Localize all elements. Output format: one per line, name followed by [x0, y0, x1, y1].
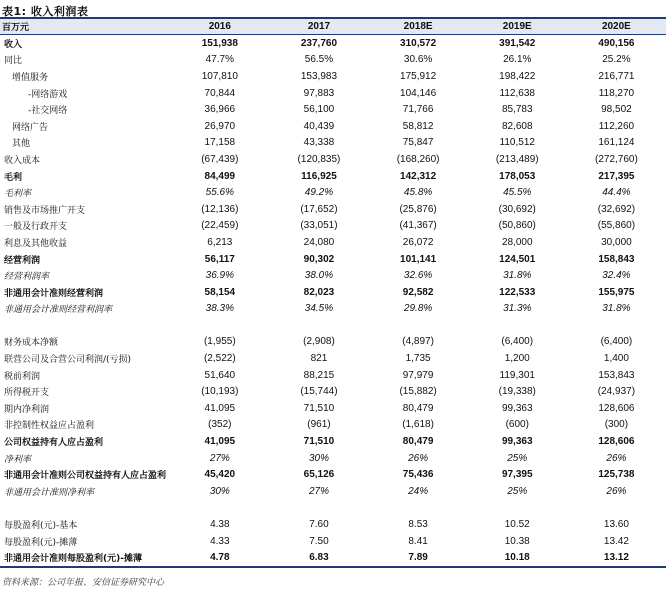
row-label: 经营利润 — [4, 255, 41, 266]
table-row — [0, 35, 666, 52]
table-row — [0, 417, 666, 434]
cell-value — [170, 317, 269, 334]
cell-value: 122,533 — [499, 286, 536, 298]
table-row — [0, 466, 666, 483]
row-label: 非通用会计准则公司权益持有人应占盈利 — [4, 471, 167, 482]
cell-value — [468, 500, 567, 517]
cell-value: 49.2% — [304, 187, 334, 199]
row-label — [0, 317, 170, 334]
table-row — [0, 52, 666, 69]
cell-value: (6,400) — [501, 336, 534, 348]
cell-value: 237,760 — [300, 37, 338, 49]
cell-value: 97,883 — [303, 87, 335, 99]
header-unit-label: 百万元 — [0, 18, 170, 35]
cell-value: 7.60 — [309, 519, 329, 531]
cell-value: 85,783 — [501, 104, 533, 116]
cell-value: (15,882) — [399, 386, 437, 398]
cell-value: (12,136) — [201, 203, 239, 215]
cell-value: 4.78 — [170, 549, 269, 567]
income-statement-table — [0, 17, 666, 568]
cell-value: 30% — [308, 452, 329, 464]
cell-value: 26% — [606, 452, 627, 464]
table-row — [0, 251, 666, 268]
row-label: 利息及其他收益 — [4, 238, 68, 249]
row-label: 净利率 — [4, 454, 32, 465]
cell-value: (4,897) — [402, 336, 434, 348]
cell-value: 104,146 — [400, 87, 437, 99]
table-row — [0, 500, 666, 517]
cell-value: (25,876) — [399, 203, 437, 215]
cell-value: 36,966 — [204, 104, 236, 116]
row-label: 一般及行政开支 — [4, 222, 68, 233]
cell-value: 75,436 — [402, 469, 434, 481]
cell-value: 118,270 — [598, 87, 635, 99]
table-row — [0, 284, 666, 301]
row-label: 非控制性权益应占盈利 — [4, 421, 95, 432]
cell-value: 31.8% — [602, 303, 631, 315]
cell-value: 27% — [209, 452, 230, 464]
cell-value: 125,738 — [598, 469, 635, 481]
cell-value: (1,618) — [402, 419, 434, 431]
cell-value: (352) — [208, 419, 232, 431]
cell-value: 4.38 — [210, 519, 230, 531]
cell-value: 4.33 — [210, 535, 230, 547]
cell-value: 82,023 — [303, 286, 335, 298]
cell-value: 25% — [507, 485, 528, 497]
cell-value: 26,072 — [402, 236, 434, 248]
source-note: 资料来源：公司年报、安信证券研究中心 — [2, 578, 165, 588]
row-label: 毛利 — [4, 172, 23, 183]
row-label: 其他 — [12, 139, 31, 150]
cell-value: (6,400) — [600, 336, 633, 348]
cell-value: 80,479 — [402, 436, 434, 448]
cell-value: 71,510 — [303, 436, 335, 448]
cell-value: 58,812 — [402, 120, 434, 132]
row-label: 每股盈利(元)-摊薄 — [4, 537, 78, 548]
cell-value: 13.42 — [603, 535, 629, 547]
cell-value: 34.5% — [304, 303, 334, 315]
row-label: 财务成本净额 — [4, 338, 59, 349]
cell-value: 45.5% — [503, 187, 532, 199]
table-row — [0, 201, 666, 218]
cell-value: 124,501 — [499, 253, 536, 265]
cell-value: (19,338) — [498, 386, 536, 398]
cell-value — [269, 317, 368, 334]
cell-value — [468, 317, 567, 334]
cell-value: 55.6% — [205, 187, 234, 199]
cell-value: 155,975 — [598, 286, 635, 298]
row-label: 税前利润 — [4, 371, 41, 382]
row-label: 销售及市场推广开支 — [4, 205, 86, 216]
row-label: 非通用会计准则经营利润率 — [4, 305, 113, 316]
table-row — [0, 549, 666, 567]
table-row — [0, 101, 666, 118]
row-label: 每股盈利(元)-基本 — [4, 521, 78, 532]
cell-value: (41,367) — [399, 220, 437, 232]
row-label: 毛利率 — [4, 189, 32, 200]
cell-value: 107,810 — [201, 70, 238, 82]
cell-value: 30.6% — [403, 54, 433, 66]
table-row — [0, 516, 666, 533]
cell-value: (67,439) — [201, 153, 239, 165]
table-header — [0, 18, 666, 35]
row-label: -网络游戏 — [28, 89, 68, 100]
cell-value: 97,395 — [501, 469, 533, 481]
cell-value: 119,301 — [499, 369, 535, 381]
cell-value: 178,053 — [499, 170, 536, 182]
cell-value: 198,422 — [499, 70, 536, 82]
table-row — [0, 234, 666, 251]
cell-value: 6,213 — [207, 236, 233, 248]
cell-value: 10.18 — [468, 549, 567, 567]
row-label: -社交网络 — [28, 106, 68, 117]
cell-value: 8.41 — [408, 535, 428, 547]
cell-value: 36.9% — [205, 270, 234, 282]
row-label: 同比 — [4, 56, 23, 67]
cell-value: (55,860) — [597, 220, 636, 232]
cell-value: 80,479 — [402, 402, 434, 414]
cell-value: 43,338 — [303, 137, 335, 149]
table-row — [0, 301, 666, 318]
table-row — [0, 334, 666, 351]
cell-value — [269, 500, 368, 517]
cell-value: (22,459) — [201, 220, 239, 232]
cell-value: 56,117 — [204, 253, 235, 265]
cell-value: (1,955) — [203, 336, 236, 348]
cell-value: 112,638 — [499, 87, 535, 99]
table-row — [0, 367, 666, 384]
cell-value: 217,395 — [598, 170, 635, 182]
table-row — [0, 317, 666, 334]
cell-value: 29.8% — [403, 303, 433, 315]
cell-value: 26.1% — [503, 54, 532, 66]
cell-value: 26% — [408, 452, 429, 464]
cell-value: 17,158 — [204, 137, 236, 149]
cell-value: 30,000 — [601, 236, 632, 248]
cell-value: 128,606 — [598, 436, 635, 448]
cell-value: 75,847 — [402, 137, 434, 149]
cell-value: 151,938 — [201, 37, 238, 49]
cell-value: 56.5% — [304, 54, 334, 66]
cell-value: 71,510 — [303, 402, 335, 414]
cell-value: 58,154 — [204, 286, 236, 298]
cell-value: 99,363 — [501, 436, 533, 448]
cell-value: 821 — [310, 353, 328, 365]
row-label: 公司权益持有人应占盈利 — [4, 438, 104, 449]
cell-value: 88,215 — [303, 369, 335, 381]
cell-value: 161,124 — [598, 137, 635, 149]
cell-value: 65,126 — [303, 469, 335, 481]
cell-value: 92,582 — [402, 286, 434, 298]
cell-value: 38.3% — [205, 303, 234, 315]
cell-value: (30,692) — [498, 203, 536, 215]
table-row — [0, 85, 666, 102]
cell-value: 24,080 — [303, 236, 335, 248]
table-body — [0, 35, 666, 568]
cell-value: 158,843 — [598, 253, 635, 265]
cell-value: 28,000 — [501, 236, 533, 248]
cell-value: (33,051) — [300, 220, 338, 232]
table-row — [0, 533, 666, 550]
cell-value: 153,843 — [598, 369, 635, 381]
table-row — [0, 218, 666, 235]
cell-value: (2,522) — [203, 353, 236, 365]
cell-value: 391,542 — [499, 37, 536, 49]
cell-value: (17,652) — [300, 203, 338, 215]
cell-value: (10,193) — [201, 386, 239, 398]
cell-value: 7.50 — [309, 535, 329, 547]
cell-value: 8.53 — [408, 519, 428, 531]
cell-value: 10.38 — [504, 535, 530, 547]
table-row — [0, 433, 666, 450]
cell-value: 25% — [507, 452, 528, 464]
cell-value: 175,912 — [400, 70, 437, 82]
cell-value: (15,744) — [300, 386, 338, 398]
cell-value: 110,512 — [499, 137, 535, 149]
row-label: 非通用会计准则净利率 — [4, 487, 95, 498]
cell-value: 112,260 — [598, 120, 635, 132]
cell-value: 98,502 — [601, 104, 632, 116]
cell-value — [170, 500, 269, 517]
cell-value: (168,260) — [396, 153, 440, 165]
table-row — [0, 184, 666, 201]
table-row — [0, 383, 666, 400]
cell-value: 32.4% — [602, 270, 631, 282]
header-year: 2017 — [269, 18, 368, 35]
cell-value: 1,400 — [603, 353, 629, 365]
cell-value: 10.52 — [504, 519, 530, 531]
cell-value: 128,606 — [598, 402, 635, 414]
cell-value: (213,489) — [495, 153, 539, 165]
cell-value: 1,735 — [405, 353, 431, 365]
table-row — [0, 267, 666, 284]
cell-value: 13.12 — [567, 549, 666, 567]
cell-value: 44.4% — [602, 187, 631, 199]
cell-value: 116,925 — [301, 170, 337, 182]
table-row — [0, 400, 666, 417]
cell-value: (32,692) — [597, 203, 636, 215]
cell-value: 45,420 — [204, 469, 236, 481]
cell-value: 70,844 — [204, 87, 236, 99]
cell-value: 31.8% — [503, 270, 532, 282]
table-row — [0, 151, 666, 168]
cell-value — [369, 500, 468, 517]
cell-value: 32.6% — [403, 270, 433, 282]
table-row — [0, 483, 666, 500]
table-row — [0, 118, 666, 135]
cell-value: 31.3% — [503, 303, 532, 315]
header-year: 2020E — [567, 18, 666, 35]
cell-value: (24,937) — [597, 386, 636, 398]
cell-value: 84,499 — [204, 170, 236, 182]
row-label: 网络广告 — [12, 122, 49, 133]
row-label: 所得税开支 — [4, 388, 50, 399]
table-row — [0, 68, 666, 85]
cell-value: 41,095 — [204, 402, 236, 414]
row-label — [0, 500, 170, 517]
row-label: 联营公司及合营公司利润/(亏损) — [4, 355, 132, 366]
cell-value: 40,439 — [303, 120, 335, 132]
row-label: 收入 — [4, 39, 23, 50]
cell-value: 27% — [308, 485, 329, 497]
cell-value: (2,908) — [303, 336, 335, 348]
row-label: 经营利润率 — [4, 272, 50, 283]
cell-value: 71,766 — [402, 104, 434, 116]
cell-value: 6.83 — [269, 549, 368, 567]
cell-value: (120,835) — [297, 153, 341, 165]
cell-value: 30% — [209, 485, 230, 497]
cell-value: 38.0% — [304, 270, 334, 282]
cell-value — [567, 317, 666, 334]
header-year: 2018E — [369, 18, 468, 35]
cell-value: 310,572 — [400, 37, 437, 49]
table-row — [0, 168, 666, 185]
cell-value: 45.8% — [403, 187, 433, 199]
cell-value: 216,771 — [598, 70, 635, 82]
cell-value: 97,979 — [402, 369, 434, 381]
cell-value: (600) — [505, 419, 529, 431]
table-row — [0, 135, 666, 152]
cell-value: 41,095 — [204, 436, 236, 448]
cell-value: (50,860) — [498, 220, 536, 232]
table-title: 表1: 收入利润表 — [2, 5, 89, 18]
cell-value: 153,983 — [300, 70, 338, 82]
row-label: 增值服务 — [12, 72, 49, 83]
cell-value: 13.60 — [603, 519, 629, 531]
cell-value: 99,363 — [501, 402, 533, 414]
cell-value: 26,970 — [204, 120, 236, 132]
cell-value: (961) — [307, 419, 331, 431]
header-year: 2019E — [468, 18, 567, 35]
header-year: 2016 — [170, 18, 269, 35]
cell-value: 90,302 — [303, 253, 335, 265]
cell-value: (272,760) — [595, 153, 638, 165]
cell-value: 1,200 — [504, 353, 530, 365]
table-row — [0, 450, 666, 467]
row-label: 收入成本 — [4, 155, 41, 166]
row-label: 非通用会计准则经营利润 — [4, 288, 104, 299]
cell-value — [567, 500, 666, 517]
cell-value: (300) — [604, 419, 629, 431]
row-label: 期内净利润 — [4, 404, 50, 415]
cell-value: 51,640 — [204, 369, 236, 381]
cell-value: 47.7% — [205, 54, 234, 66]
cell-value: 25.2% — [602, 54, 631, 66]
cell-value: 26% — [606, 485, 627, 497]
cell-value: 24% — [408, 485, 429, 497]
table-row — [0, 350, 666, 367]
row-label: 非通用会计准则每股盈利(元)-摊薄 — [0, 549, 170, 567]
cell-value: 56,100 — [303, 104, 335, 116]
cell-value: 101,141 — [400, 253, 437, 265]
cell-value: 7.89 — [369, 549, 468, 567]
header-row — [0, 18, 666, 35]
cell-value: 490,156 — [598, 37, 635, 49]
cell-value: 142,312 — [400, 170, 437, 182]
cell-value: 82,608 — [501, 120, 533, 132]
cell-value — [369, 317, 468, 334]
